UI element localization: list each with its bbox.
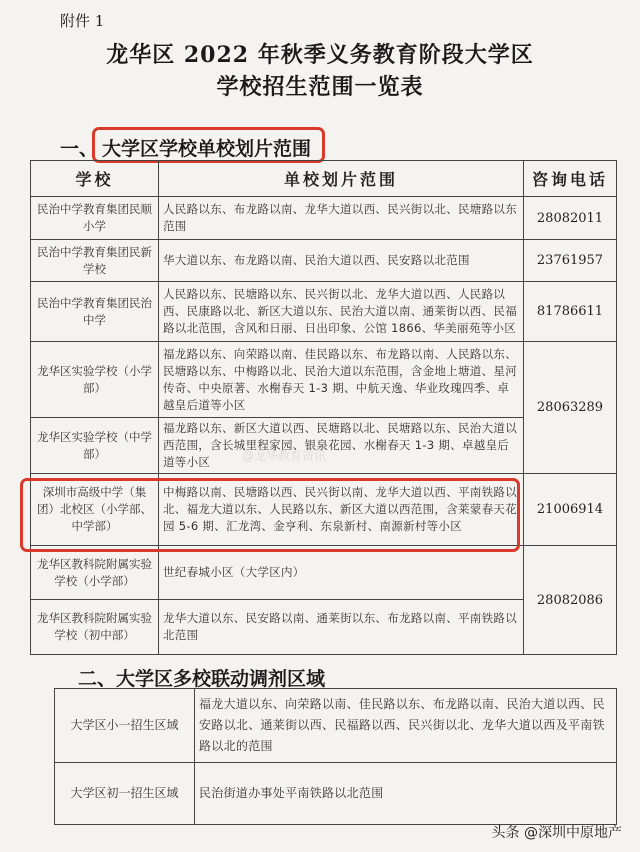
range-cell: 世纪春城小区（大学区内） bbox=[159, 546, 524, 600]
school-cell: 民治中学教育集团民顺小学 bbox=[31, 197, 159, 240]
phone-cell: 23761957 bbox=[524, 240, 617, 282]
table-header-row bbox=[31, 161, 617, 197]
joint-area-table bbox=[54, 688, 617, 825]
table-row bbox=[31, 546, 617, 600]
source-credit: 头条 @深圳中原地产 bbox=[491, 825, 622, 841]
highlight-box-row bbox=[20, 478, 520, 552]
table-row bbox=[31, 342, 617, 418]
school-cell: 龙华区教科院附属实验学校（初中部） bbox=[31, 600, 159, 655]
table-row bbox=[31, 240, 617, 282]
attachment-label: 附件 1 bbox=[60, 12, 105, 30]
section1-heading-prefix: 一、 bbox=[60, 138, 99, 160]
range-cell: 龙华大道以东、民安路以南、通莱街以东、布龙路以南、平南铁路以北范围 bbox=[159, 600, 524, 655]
area-cell: 大学区小一招生区域 bbox=[55, 689, 195, 763]
school-range-table bbox=[30, 160, 617, 655]
area-cell: 大学区初一招生区域 bbox=[55, 763, 195, 825]
section2-heading: 二、大学区多校联动调剂区域 bbox=[78, 668, 326, 690]
section1-heading-text: 大学区学校单校划片范围 bbox=[102, 138, 312, 160]
range-cell: 福龙大道以东、向荣路以南、佳民路以东、布龙路以南、民治大道以西、民安路以北、通莱街以西、民福路以西、民兴街以北、龙华大道以西及平南铁路以北的范围 bbox=[195, 689, 617, 763]
range-cell: 人民路以东、布龙路以南、龙华大道以西、民兴街以北、民塘路以东范围 bbox=[159, 197, 524, 240]
range-cell: 民治街道办事处平南铁路以北范围 bbox=[195, 763, 617, 825]
range-cell: 人民路以东、民塘路以东、民兴街以北、龙华大道以西、人民路以西、民康路以北、新区大道以东、民治大道以南、通莱街以西、民福路以北范围，含风和日丽、日出印象、公馆 1866、华美丽苑等小区 bbox=[159, 282, 524, 342]
range-cell: 福龙路以东、新区大道以西、民塘路以北、民塘路以东、民治大道以西范围，含长城里程家园、银泉花园、水榭春天 1-3 期、卓越皇后道等小区 bbox=[159, 418, 524, 474]
table-row bbox=[31, 197, 617, 240]
phone-cell: 28082086 bbox=[524, 546, 617, 655]
table-row bbox=[31, 282, 617, 342]
school-cell: 龙华区实验学校（小学部） bbox=[31, 342, 159, 418]
school-cell: 民治中学教育集团民新学校 bbox=[31, 240, 159, 282]
page-title-line1: 龙华区 2022 年秋季义务教育阶段大学区 bbox=[106, 42, 534, 68]
page-title-line2: 学校招生范围一览表 bbox=[216, 74, 424, 100]
watermark: @龙华教育资讯 bbox=[242, 449, 327, 463]
school-cell: 民治中学教育集团民治中学 bbox=[31, 282, 159, 342]
highlight-box-heading bbox=[92, 127, 325, 163]
school-cell: 龙华区教科院附属实验学校（小学部） bbox=[31, 546, 159, 600]
column-header-school: 学校 bbox=[31, 161, 159, 197]
phone-cell: 28082011 bbox=[524, 197, 617, 240]
range-cell: 中梅路以南、民塘路以西、民兴街以南、龙华大道以西、平南铁路以北、福龙大道以东、人民路以东、新区大道以西范围，含莱蒙春天花园 5-6 期、汇龙湾、金亨利、东泉新村、南源新村等小区 bbox=[159, 474, 524, 546]
phone-cell: 81786611 bbox=[524, 282, 617, 342]
phone-cell: 21006914 bbox=[524, 474, 617, 546]
table-row bbox=[55, 689, 617, 763]
column-header-phone: 咨询电话 bbox=[524, 161, 617, 197]
school-cell: 龙华区实验学校（中学部） bbox=[31, 418, 159, 474]
range-cell: 福龙路以东、向荣路以南、佳民路以东、布龙路以南、人民路以东、民塘路以东、中梅路以北、民治大道以东范围，含金地上塘道、星河传奇、中央原著、水榭春天 1-3 期、中航天逸、华业玫瑰四季、卓越皇后道等小区 bbox=[159, 342, 524, 418]
table-row bbox=[55, 763, 617, 825]
school-cell: 深圳市高级中学（集团）北校区（小学部、中学部） bbox=[31, 474, 159, 546]
phone-cell: 28063289 bbox=[524, 342, 617, 474]
column-header-range: 单校划片范围 bbox=[159, 161, 524, 197]
range-cell: 华大道以东、布龙路以南、民治大道以西、民安路以北范围 bbox=[159, 240, 524, 282]
